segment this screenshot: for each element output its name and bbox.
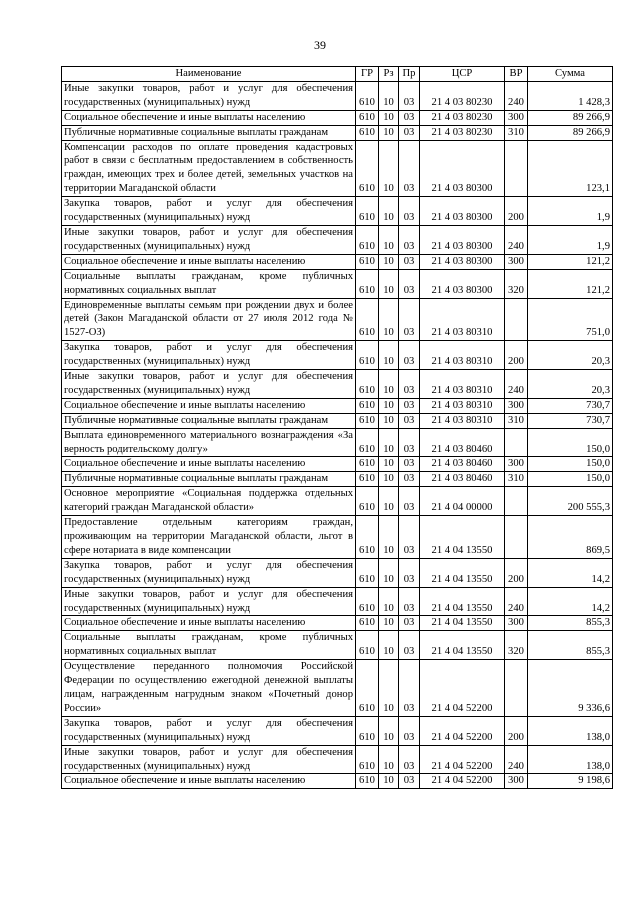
cell-csr: 21 4 03 80310 bbox=[420, 370, 505, 399]
cell-name: Социальное обеспечение и иные выплаты населению bbox=[62, 254, 356, 269]
cell-gr: 610 bbox=[356, 298, 379, 341]
cell-csr: 21 4 04 00000 bbox=[420, 487, 505, 516]
cell-vr: 310 bbox=[505, 413, 528, 428]
header-pr: Пр bbox=[399, 67, 420, 82]
cell-vr: 300 bbox=[505, 110, 528, 125]
table-row bbox=[62, 487, 613, 516]
cell-name: Закупка товаров, работ и услуг для обеспечения государственных (муниципальных) нужд bbox=[62, 558, 356, 587]
cell-vr: 240 bbox=[505, 587, 528, 616]
cell-vr bbox=[505, 140, 528, 197]
cell-csr: 21 4 04 13550 bbox=[420, 631, 505, 660]
cell-gr: 610 bbox=[356, 428, 379, 457]
cell-sum: 89 266,9 bbox=[528, 110, 613, 125]
cell-name: Закупка товаров, работ и услуг для обеспечения государственных (муниципальных) нужд bbox=[62, 197, 356, 226]
cell-name: Публичные нормативные социальные выплаты гражданам bbox=[62, 472, 356, 487]
cell-rz: 10 bbox=[379, 110, 399, 125]
cell-vr: 240 bbox=[505, 225, 528, 254]
cell-csr: 21 4 03 80300 bbox=[420, 140, 505, 197]
cell-gr: 610 bbox=[356, 125, 379, 140]
cell-rz: 10 bbox=[379, 81, 399, 110]
cell-sum: 730,7 bbox=[528, 398, 613, 413]
cell-vr: 300 bbox=[505, 774, 528, 789]
cell-sum: 855,3 bbox=[528, 631, 613, 660]
table-row bbox=[62, 558, 613, 587]
header-name: Наименование bbox=[62, 67, 356, 82]
table-row bbox=[62, 745, 613, 774]
cell-sum: 869,5 bbox=[528, 516, 613, 559]
cell-vr: 200 bbox=[505, 197, 528, 226]
cell-rz: 10 bbox=[379, 125, 399, 140]
header-rz: Рз bbox=[379, 67, 399, 82]
cell-csr: 21 4 04 13550 bbox=[420, 558, 505, 587]
cell-sum: 751,0 bbox=[528, 298, 613, 341]
cell-csr: 21 4 03 80300 bbox=[420, 269, 505, 298]
table-row bbox=[62, 587, 613, 616]
cell-pr: 03 bbox=[399, 487, 420, 516]
cell-rz: 10 bbox=[379, 558, 399, 587]
table-row bbox=[62, 472, 613, 487]
cell-pr: 03 bbox=[399, 774, 420, 789]
cell-csr: 21 4 04 13550 bbox=[420, 587, 505, 616]
cell-rz: 10 bbox=[379, 398, 399, 413]
cell-vr: 320 bbox=[505, 269, 528, 298]
cell-name: Публичные нормативные социальные выплаты гражданам bbox=[62, 125, 356, 140]
cell-gr: 610 bbox=[356, 616, 379, 631]
table-row bbox=[62, 125, 613, 140]
cell-name: Иные закупки товаров, работ и услуг для обеспечения государственных (муниципальных) нужд bbox=[62, 225, 356, 254]
cell-csr: 21 4 04 52200 bbox=[420, 745, 505, 774]
cell-gr: 610 bbox=[356, 225, 379, 254]
cell-rz: 10 bbox=[379, 370, 399, 399]
cell-pr: 03 bbox=[399, 298, 420, 341]
cell-csr: 21 4 04 52200 bbox=[420, 774, 505, 789]
cell-sum: 20,3 bbox=[528, 370, 613, 399]
cell-csr: 21 4 03 80310 bbox=[420, 298, 505, 341]
cell-sum: 150,0 bbox=[528, 457, 613, 472]
cell-csr: 21 4 03 80310 bbox=[420, 341, 505, 370]
table-row bbox=[62, 398, 613, 413]
cell-sum: 138,0 bbox=[528, 716, 613, 745]
cell-sum: 150,0 bbox=[528, 428, 613, 457]
table-row bbox=[62, 616, 613, 631]
cell-gr: 610 bbox=[356, 716, 379, 745]
cell-gr: 610 bbox=[356, 774, 379, 789]
cell-vr: 310 bbox=[505, 472, 528, 487]
cell-gr: 610 bbox=[356, 254, 379, 269]
cell-pr: 03 bbox=[399, 716, 420, 745]
cell-name: Основное мероприятие «Социальная поддержка отдельных категорий граждан Магаданской области» bbox=[62, 487, 356, 516]
cell-csr: 21 4 04 13550 bbox=[420, 616, 505, 631]
cell-csr: 21 4 03 80310 bbox=[420, 413, 505, 428]
cell-name: Социальные выплаты гражданам, кроме публичных нормативных социальных выплат bbox=[62, 269, 356, 298]
cell-rz: 10 bbox=[379, 269, 399, 298]
cell-pr: 03 bbox=[399, 140, 420, 197]
table-row bbox=[62, 516, 613, 559]
cell-name: Иные закупки товаров, работ и услуг для обеспечения государственных (муниципальных) нужд bbox=[62, 587, 356, 616]
cell-rz: 10 bbox=[379, 197, 399, 226]
cell-gr: 610 bbox=[356, 660, 379, 717]
cell-rz: 10 bbox=[379, 472, 399, 487]
cell-name: Иные закупки товаров, работ и услуг для обеспечения государственных (муниципальных) нужд bbox=[62, 370, 356, 399]
header-sum: Сумма bbox=[528, 67, 613, 82]
cell-name: Иные закупки товаров, работ и услуг для обеспечения государственных (муниципальных) нужд bbox=[62, 81, 356, 110]
cell-csr: 21 4 03 80310 bbox=[420, 398, 505, 413]
table-row bbox=[62, 774, 613, 789]
cell-csr: 21 4 04 13550 bbox=[420, 516, 505, 559]
cell-rz: 10 bbox=[379, 616, 399, 631]
cell-name: Предоставление отдельным категориям граждан, проживающим на территории Магаданской области, льгот в сфере нотариата в виде компенсации bbox=[62, 516, 356, 559]
cell-rz: 10 bbox=[379, 516, 399, 559]
cell-pr: 03 bbox=[399, 516, 420, 559]
cell-pr: 03 bbox=[399, 398, 420, 413]
cell-name: Публичные нормативные социальные выплаты гражданам bbox=[62, 413, 356, 428]
cell-sum: 730,7 bbox=[528, 413, 613, 428]
cell-name: Социальное обеспечение и иные выплаты населению bbox=[62, 398, 356, 413]
cell-name: Социальное обеспечение и иные выплаты населению bbox=[62, 616, 356, 631]
cell-csr: 21 4 04 52200 bbox=[420, 660, 505, 717]
cell-vr: 200 bbox=[505, 558, 528, 587]
cell-sum: 121,2 bbox=[528, 254, 613, 269]
cell-csr: 21 4 03 80460 bbox=[420, 428, 505, 457]
cell-vr: 200 bbox=[505, 716, 528, 745]
cell-pr: 03 bbox=[399, 558, 420, 587]
cell-vr bbox=[505, 516, 528, 559]
header-csr: ЦСР bbox=[420, 67, 505, 82]
cell-rz: 10 bbox=[379, 587, 399, 616]
table-row bbox=[62, 413, 613, 428]
cell-gr: 610 bbox=[356, 140, 379, 197]
cell-rz: 10 bbox=[379, 298, 399, 341]
table-row bbox=[62, 225, 613, 254]
cell-name: Социальное обеспечение и иные выплаты населению bbox=[62, 110, 356, 125]
table-row bbox=[62, 660, 613, 717]
cell-pr: 03 bbox=[399, 616, 420, 631]
table-body bbox=[62, 81, 613, 788]
cell-sum: 150,0 bbox=[528, 472, 613, 487]
cell-pr: 03 bbox=[399, 660, 420, 717]
table-row bbox=[62, 341, 613, 370]
cell-gr: 610 bbox=[356, 745, 379, 774]
cell-pr: 03 bbox=[399, 370, 420, 399]
cell-sum: 855,3 bbox=[528, 616, 613, 631]
table-row bbox=[62, 110, 613, 125]
cell-csr: 21 4 03 80230 bbox=[420, 110, 505, 125]
cell-rz: 10 bbox=[379, 140, 399, 197]
cell-pr: 03 bbox=[399, 472, 420, 487]
cell-gr: 610 bbox=[356, 413, 379, 428]
cell-rz: 10 bbox=[379, 225, 399, 254]
cell-pr: 03 bbox=[399, 225, 420, 254]
cell-pr: 03 bbox=[399, 197, 420, 226]
cell-vr: 300 bbox=[505, 398, 528, 413]
cell-vr bbox=[505, 428, 528, 457]
cell-sum: 9 336,6 bbox=[528, 660, 613, 717]
cell-gr: 610 bbox=[356, 197, 379, 226]
cell-rz: 10 bbox=[379, 413, 399, 428]
cell-pr: 03 bbox=[399, 413, 420, 428]
cell-sum: 1,9 bbox=[528, 225, 613, 254]
cell-vr: 240 bbox=[505, 81, 528, 110]
cell-gr: 610 bbox=[356, 587, 379, 616]
cell-vr: 200 bbox=[505, 341, 528, 370]
cell-csr: 21 4 03 80230 bbox=[420, 125, 505, 140]
cell-vr bbox=[505, 487, 528, 516]
cell-pr: 03 bbox=[399, 341, 420, 370]
table-row bbox=[62, 269, 613, 298]
cell-rz: 10 bbox=[379, 660, 399, 717]
cell-csr: 21 4 03 80460 bbox=[420, 457, 505, 472]
cell-sum: 138,0 bbox=[528, 745, 613, 774]
cell-sum: 20,3 bbox=[528, 341, 613, 370]
table-row bbox=[62, 81, 613, 110]
cell-vr: 310 bbox=[505, 125, 528, 140]
table-row bbox=[62, 457, 613, 472]
cell-name: Социальное обеспечение и иные выплаты населению bbox=[62, 774, 356, 789]
cell-rz: 10 bbox=[379, 428, 399, 457]
cell-rz: 10 bbox=[379, 774, 399, 789]
cell-vr: 300 bbox=[505, 457, 528, 472]
cell-name: Единовременные выплаты семьям при рождении двух и более детей (Закон Магаданской области от 27 июля 2012 года № 1527-ОЗ) bbox=[62, 298, 356, 341]
table-row bbox=[62, 716, 613, 745]
cell-pr: 03 bbox=[399, 254, 420, 269]
cell-gr: 610 bbox=[356, 631, 379, 660]
cell-sum: 14,2 bbox=[528, 587, 613, 616]
cell-pr: 03 bbox=[399, 269, 420, 298]
cell-rz: 10 bbox=[379, 487, 399, 516]
table-row bbox=[62, 370, 613, 399]
cell-gr: 610 bbox=[356, 487, 379, 516]
cell-sum: 123,1 bbox=[528, 140, 613, 197]
cell-name: Закупка товаров, работ и услуг для обеспечения государственных (муниципальных) нужд bbox=[62, 341, 356, 370]
table-row bbox=[62, 298, 613, 341]
cell-gr: 610 bbox=[356, 558, 379, 587]
cell-name: Выплата единовременного материального вознаграждения «За верность родительскому долгу» bbox=[62, 428, 356, 457]
cell-csr: 21 4 03 80300 bbox=[420, 254, 505, 269]
cell-rz: 10 bbox=[379, 457, 399, 472]
cell-vr: 240 bbox=[505, 370, 528, 399]
cell-pr: 03 bbox=[399, 428, 420, 457]
cell-pr: 03 bbox=[399, 745, 420, 774]
table-header-row bbox=[62, 67, 613, 82]
cell-sum: 200 555,3 bbox=[528, 487, 613, 516]
cell-vr: 300 bbox=[505, 254, 528, 269]
cell-name: Осуществление переданного полномочия Российской Федерации по осуществлению ежегодной денежной выплаты лицам, награжденным нагрудным знаком «Почетный донор России» bbox=[62, 660, 356, 717]
cell-gr: 610 bbox=[356, 472, 379, 487]
cell-sum: 1,9 bbox=[528, 197, 613, 226]
cell-rz: 10 bbox=[379, 745, 399, 774]
cell-sum: 89 266,9 bbox=[528, 125, 613, 140]
cell-sum: 9 198,6 bbox=[528, 774, 613, 789]
cell-pr: 03 bbox=[399, 81, 420, 110]
cell-name: Социальные выплаты гражданам, кроме публичных нормативных социальных выплат bbox=[62, 631, 356, 660]
cell-vr: 240 bbox=[505, 745, 528, 774]
cell-name: Иные закупки товаров, работ и услуг для обеспечения государственных (муниципальных) нужд bbox=[62, 745, 356, 774]
cell-pr: 03 bbox=[399, 631, 420, 660]
cell-gr: 610 bbox=[356, 457, 379, 472]
cell-gr: 610 bbox=[356, 110, 379, 125]
cell-csr: 21 4 03 80300 bbox=[420, 197, 505, 226]
cell-gr: 610 bbox=[356, 370, 379, 399]
cell-name: Компенсации расходов по оплате проведения кадастровых работ в связи с бесплатным предоставлением в собственность граждан, имеющих трех и более детей, земельных участков на территории Магаданской области bbox=[62, 140, 356, 197]
cell-gr: 610 bbox=[356, 398, 379, 413]
table-row bbox=[62, 197, 613, 226]
cell-sum: 1 428,3 bbox=[528, 81, 613, 110]
table-row bbox=[62, 631, 613, 660]
cell-gr: 610 bbox=[356, 516, 379, 559]
cell-rz: 10 bbox=[379, 341, 399, 370]
cell-pr: 03 bbox=[399, 110, 420, 125]
cell-gr: 610 bbox=[356, 81, 379, 110]
budget-table bbox=[61, 66, 613, 789]
cell-vr bbox=[505, 298, 528, 341]
header-gr: ГР bbox=[356, 67, 379, 82]
table-row bbox=[62, 428, 613, 457]
cell-rz: 10 bbox=[379, 716, 399, 745]
cell-gr: 610 bbox=[356, 269, 379, 298]
cell-csr: 21 4 03 80230 bbox=[420, 81, 505, 110]
cell-sum: 121,2 bbox=[528, 269, 613, 298]
cell-pr: 03 bbox=[399, 587, 420, 616]
cell-gr: 610 bbox=[356, 341, 379, 370]
cell-sum: 14,2 bbox=[528, 558, 613, 587]
cell-rz: 10 bbox=[379, 631, 399, 660]
page-number: 39 bbox=[314, 38, 326, 52]
cell-name: Закупка товаров, работ и услуг для обеспечения государственных (муниципальных) нужд bbox=[62, 716, 356, 745]
cell-rz: 10 bbox=[379, 254, 399, 269]
cell-vr: 300 bbox=[505, 616, 528, 631]
cell-pr: 03 bbox=[399, 125, 420, 140]
cell-pr: 03 bbox=[399, 457, 420, 472]
header-vr: ВР bbox=[505, 67, 528, 82]
cell-csr: 21 4 04 52200 bbox=[420, 716, 505, 745]
cell-name: Социальное обеспечение и иные выплаты населению bbox=[62, 457, 356, 472]
table-row bbox=[62, 254, 613, 269]
cell-vr: 320 bbox=[505, 631, 528, 660]
table-row bbox=[62, 140, 613, 197]
cell-csr: 21 4 03 80300 bbox=[420, 225, 505, 254]
cell-vr bbox=[505, 660, 528, 717]
cell-csr: 21 4 03 80460 bbox=[420, 472, 505, 487]
